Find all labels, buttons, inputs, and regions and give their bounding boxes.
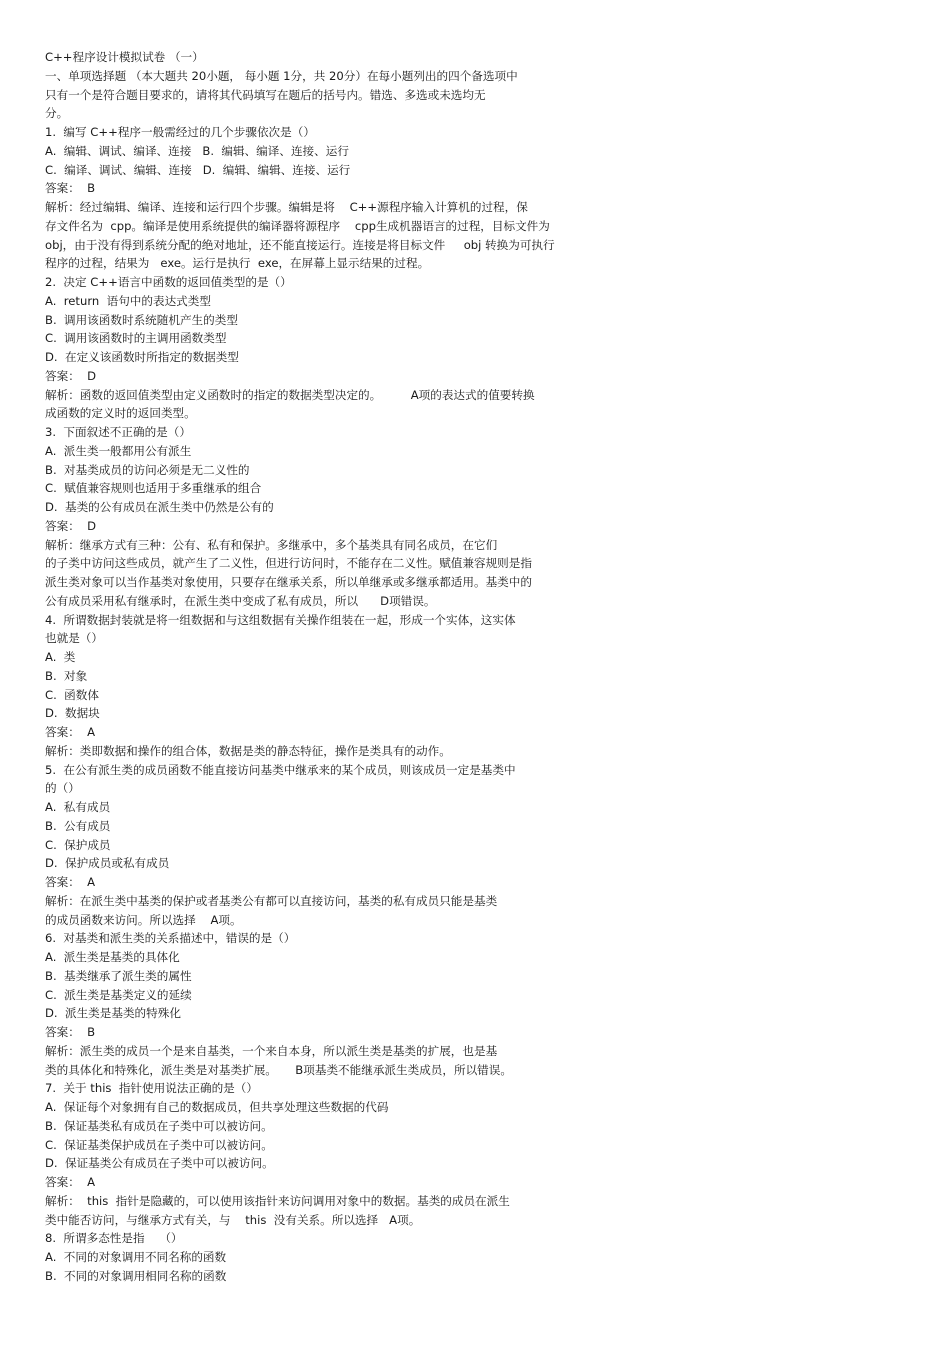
text-line: 成函数的定义时的返回类型。 (45, 406, 196, 421)
text-line: 答案： A (45, 725, 96, 739)
text-line: A. 派生类是基类的具体化 (45, 950, 180, 964)
text-line: C. 赋值兼容规则也适用于多重继承的组合 (45, 481, 262, 496)
text-line: 公有成员采用私有继承时，在派生类中变成了私有成员，所以 D项错误。 (45, 593, 436, 608)
text-line: 的子类中访问这些成员，就产生了二义性，但进行访问时，不能存在二义性。赋值兼容规则是指 (45, 556, 532, 571)
text-line: 1. 编写 C++程序一般需经过的几个步骤依次是（） (45, 125, 315, 139)
text-line: D. 数据块 (45, 706, 100, 721)
text-line: A. return 语句中的表达式类型 (45, 293, 211, 308)
text-line: 分。 (45, 106, 69, 121)
text-line: D. 派生类是基类的特殊化 (45, 1006, 181, 1021)
text-line: 答案： D (45, 368, 97, 383)
text-line: A. 私有成员 (45, 800, 111, 814)
text-line: 8. 所谓多态性是指 （） (45, 1231, 183, 1246)
text-line: 3. 下面叙述不正确的是（） (45, 425, 191, 439)
text-line: 类的具体化和特殊化，派生类是对基类扩展。 B项基类不能继承派生类成员，所以错误。 (45, 1062, 512, 1077)
exam-document (45, 48, 645, 1286)
text-line: 类中能否访问，与继承方式有关，与 this 没有关系。所以选择 A项。 (45, 1212, 421, 1227)
text-line: 6. 对基类和派生类的关系描述中，错误的是（） (45, 931, 296, 946)
text-line: B. 基类继承了派生类的属性 (45, 968, 192, 983)
text-line: 答案： D (45, 518, 97, 533)
text-line: obj，由于没有得到系统分配的绝对地址，还不能直接运行。连接是将目标文件 obj 转换为可执行 (45, 237, 555, 252)
text-line: D. 基类的公有成员在派生类中仍然是公有的 (45, 500, 274, 514)
text-line: C++程序设计模拟试卷 （一） (45, 50, 204, 64)
text-line: B. 对象 (45, 668, 88, 683)
text-line: C. 调用该函数时的主调用函数类型 (45, 331, 227, 346)
text-line: 的成员函数来访问。所以选择 A项。 (45, 912, 242, 927)
text-line: A. 编辑、调试、编译、连接 B. 编辑、编译、连接、运行 (45, 143, 349, 158)
text-line: 的（） (45, 781, 80, 796)
text-line: B. 公有成员 (45, 818, 111, 833)
text-line: D. 保证基类公有成员在子类中可以被访问。 (45, 1156, 274, 1171)
text-line: A. 不同的对象调用不同名称的函数 (45, 1250, 227, 1264)
text-line: 答案： B (45, 1025, 96, 1039)
text-line: 7. 关于 this 指针使用说法正确的是（） (45, 1081, 258, 1096)
text-line: C. 派生类是基类定义的延续 (45, 987, 192, 1002)
text-line: 2. 决定 C++语言中函数的返回值类型的是（） (45, 275, 292, 289)
text-line: 解析：继承方式有三种：公有、私有和保护。多继承中，多个基类具有同名成员，在它们 (45, 537, 498, 552)
text-line: D. 保护成员或私有成员 (45, 856, 170, 871)
text-line: 解析：函数的返回值类型由定义函数时的指定的数据类型决定的。 A项的表达式的值要转换 (45, 387, 535, 402)
text-line: 解析：经过编辑、编译、连接和运行四个步骤。编辑是将 C++源程序输入计算机的过程，保 (45, 200, 528, 214)
text-line: 也就是（） (45, 631, 103, 646)
text-line: A. 保证每个对象拥有自己的数据成员，但共享处理这些数据的代码 (45, 1100, 389, 1114)
text-line: 4. 所谓数据封装就是将一组数据和与这组数据有关操作组装在一起，形成一个实体，这实体 (45, 612, 516, 627)
text-line: A. 类 (45, 650, 76, 664)
text-line: 解析：在派生类中基类的保护或者基类公有都可以直接访问，基类的私有成员只能是基类 (45, 893, 498, 908)
text-line: 只有一个是符合题目要求的，请将其代码填写在题后的括号内。错选、多选或未选均无 (45, 87, 486, 102)
text-line: B. 对基类成员的访问必须是无二义性的 (45, 462, 250, 477)
text-line: C. 保护成员 (45, 837, 111, 852)
text-line: C. 保证基类保护成员在子类中可以被访问。 (45, 1137, 273, 1152)
text-line: B. 调用该函数时系统随机产生的类型 (45, 312, 238, 327)
text-line: 一、单项选择题 （本大题共 20小题， 每小题 1分，共 20分）在每小题列出的四个备选项中 (45, 68, 518, 83)
text-line: 解析： this 指针是隐藏的，可以使用该指针来访问调用对象中的数据。基类的成员在派生 (45, 1193, 510, 1208)
text-line: 5. 在公有派生类的成员函数不能直接访问基类中继承来的某个成员，则该成员一定是基类中 (45, 762, 516, 777)
text-line: 答案： A (45, 1175, 96, 1189)
text-line: 程序的过程，结果为 exe。运行是执行 exe，在屏幕上显示结果的过程。 (45, 256, 430, 271)
text-line: D. 在定义该函数时所指定的数据类型 (45, 350, 239, 364)
text-line: C. 编译、调试、编辑、连接 D. 编辑、编辑、连接、运行 (45, 162, 351, 177)
text-line: 解析：类即数据和操作的组合体，数据是类的静态特征，操作是类具有的动作。 (45, 743, 451, 758)
text-line: B. 保证基类私有成员在子类中可以被访问。 (45, 1118, 273, 1133)
text-line: 存文件名为 cpp。编译是使用系统提供的编译器将源程序 cpp生成机器语言的过程，目标文件为 (45, 218, 550, 233)
text-line: 答案： A (45, 875, 96, 889)
text-line: B. 不同的对象调用相同名称的函数 (45, 1268, 227, 1283)
text-line: A. 派生类一般都用公有派生 (45, 443, 192, 458)
text-line: 解析：派生类的成员一个是来自基类，一个来自本身，所以派生类是基类的扩展，也是基 (45, 1043, 498, 1058)
text-line: 派生类对象可以当作基类对象使用，只要存在继承关系，所以单继承或多继承都适用。基类中的 (45, 575, 532, 589)
text-line: 答案： B (45, 181, 96, 196)
text-line: C. 函数体 (45, 687, 99, 702)
